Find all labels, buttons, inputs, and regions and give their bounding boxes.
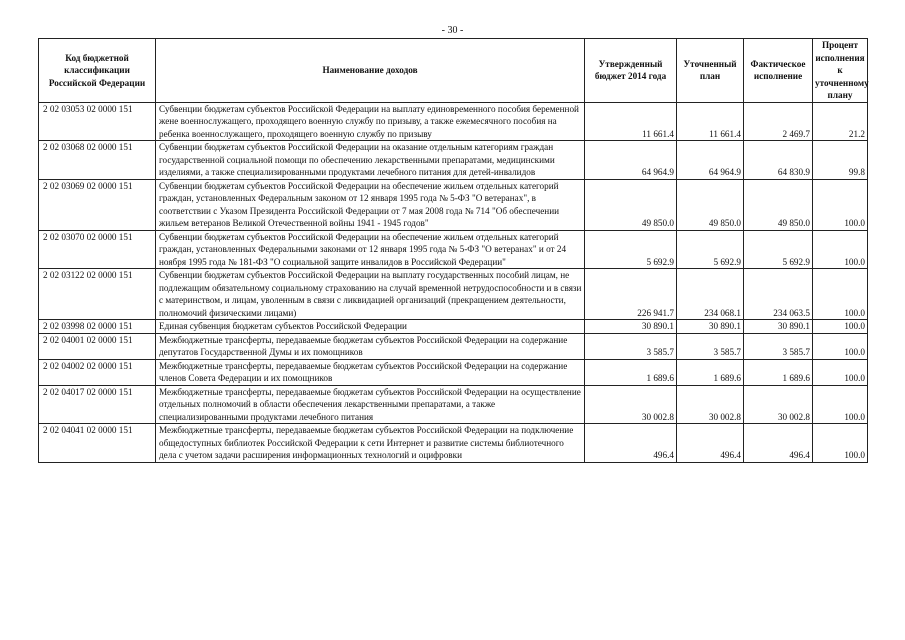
cell-actual: 2 469.7 xyxy=(744,102,813,141)
cell-refined: 30 890.1 xyxy=(677,320,744,334)
cell-approved: 30 890.1 xyxy=(585,320,677,334)
cell-refined: 1 689.6 xyxy=(677,359,744,385)
cell-percent: 100.0 xyxy=(813,424,868,463)
header-code: Код бюджетной классификации Российской Федерации xyxy=(39,39,156,103)
cell-name: Субвенции бюджетам субъектов Российской Федерации на выплату единовременного пособия беременной жене военнослужащего, проходящего военную службу по призыву, а также ежемесячного пособия на ребенка военнослужащего, проходящего военную службу по призыву xyxy=(156,102,585,141)
header-name: Наименование доходов xyxy=(156,39,585,103)
cell-code: 2 02 03122 02 0000 151 xyxy=(39,269,156,320)
cell-approved: 226 941.7 xyxy=(585,269,677,320)
cell-code: 2 02 04001 02 0000 151 xyxy=(39,333,156,359)
cell-percent: 100.0 xyxy=(813,320,868,334)
cell-approved: 496.4 xyxy=(585,424,677,463)
cell-refined: 64 964.9 xyxy=(677,141,744,180)
cell-code: 2 02 04002 02 0000 151 xyxy=(39,359,156,385)
header-approved: Утвержденный бюджет 2014 года xyxy=(585,39,677,103)
cell-code: 2 02 04017 02 0000 151 xyxy=(39,385,156,424)
cell-approved: 30 002.8 xyxy=(585,385,677,424)
page-number: - 30 - xyxy=(441,25,464,36)
cell-name: Межбюджетные трансферты, передаваемые бюджетам субъектов Российской Федерации на осуществление отдельных полномочий в области обеспечения лекарственными препаратами, а также специализированными продуктами лечебного питания xyxy=(156,385,585,424)
cell-refined: 3 585.7 xyxy=(677,333,744,359)
cell-code: 2 02 04041 02 0000 151 xyxy=(39,424,156,463)
cell-approved: 49 850.0 xyxy=(585,179,677,230)
header-refined: Уточненный план xyxy=(677,39,744,103)
table-row xyxy=(39,269,868,320)
cell-refined: 11 661.4 xyxy=(677,102,744,141)
cell-code: 2 02 03053 02 0000 151 xyxy=(39,102,156,141)
table-row xyxy=(39,320,868,334)
cell-actual: 5 692.9 xyxy=(744,230,813,269)
cell-percent: 21.2 xyxy=(813,102,868,141)
cell-code: 2 02 03069 02 0000 151 xyxy=(39,179,156,230)
cell-name: Субвенции бюджетам субъектов Российской Федерации на выплату государственных пособий лицам, не подлежащим обязательному социальному страхованию на случай временной нетрудоспособности и в связи с материнством, и лицам, уволенным в связи с ликвидацией организаций (прекращением деятельности, полномочий физическими лицами) xyxy=(156,269,585,320)
cell-refined: 49 850.0 xyxy=(677,179,744,230)
cell-percent: 100.0 xyxy=(813,269,868,320)
cell-actual: 64 830.9 xyxy=(744,141,813,180)
cell-actual: 30 890.1 xyxy=(744,320,813,334)
cell-approved: 3 585.7 xyxy=(585,333,677,359)
cell-approved: 1 689.6 xyxy=(585,359,677,385)
cell-refined: 234 068.1 xyxy=(677,269,744,320)
header-percent: Процент исполнения к уточненному плану xyxy=(813,39,868,103)
cell-name: Субвенции бюджетам субъектов Российской Федерации на обеспечение жильем отдельных категорий граждан, установленных Федеральным законом от 12 января 1995 года № 5-ФЗ "О ветеранах", в соответствии с Указом Президента Российской Федерации от 7 мая 2008 года № 714 "Об обеспечении жильем ветеранов Великой Отечественной войны 1941 - 1945 годов" xyxy=(156,179,585,230)
cell-name: Межбюджетные трансферты, передаваемые бюджетам субъектов Российской Федерации на содержание депутатов Государственной Думы и их помощников xyxy=(156,333,585,359)
cell-actual: 3 585.7 xyxy=(744,333,813,359)
cell-code: 2 02 03998 02 0000 151 xyxy=(39,320,156,334)
cell-actual: 496.4 xyxy=(744,424,813,463)
cell-code: 2 02 03070 02 0000 151 xyxy=(39,230,156,269)
cell-percent: 100.0 xyxy=(813,333,868,359)
cell-refined: 496.4 xyxy=(677,424,744,463)
table-row xyxy=(39,424,868,463)
cell-refined: 30 002.8 xyxy=(677,385,744,424)
cell-percent: 100.0 xyxy=(813,179,868,230)
table-header-row xyxy=(39,39,868,103)
cell-percent: 100.0 xyxy=(813,359,868,385)
table-row xyxy=(39,179,868,230)
cell-actual: 30 002.8 xyxy=(744,385,813,424)
cell-name: Субвенции бюджетам субъектов Российской Федерации на оказание отдельным категориям граждан государственной социальной помощи по обеспечению лекарственными препаратами, медицинскими изделиями, а также специализированными продуктами лечебного питания для детей-инвалидов xyxy=(156,141,585,180)
cell-approved: 64 964.9 xyxy=(585,141,677,180)
table-row xyxy=(39,230,868,269)
cell-approved: 5 692.9 xyxy=(585,230,677,269)
table-row xyxy=(39,102,868,141)
table-row xyxy=(39,359,868,385)
cell-actual: 1 689.6 xyxy=(744,359,813,385)
cell-code: 2 02 03068 02 0000 151 xyxy=(39,141,156,180)
cell-name: Межбюджетные трансферты, передаваемые бюджетам субъектов Российской Федерации на подключение общедоступных библиотек Российской Федерации к сети Интернет и развитие системы библиотечного дела с учетом задачи расширения информационных технологий и оцифровки xyxy=(156,424,585,463)
header-actual: Фактическое исполнение xyxy=(744,39,813,103)
cell-actual: 49 850.0 xyxy=(744,179,813,230)
cell-name: Межбюджетные трансферты, передаваемые бюджетам субъектов Российской Федерации на содержание членов Совета Федерации и их помощников xyxy=(156,359,585,385)
revenue-table xyxy=(38,38,868,463)
table-row xyxy=(39,141,868,180)
cell-refined: 5 692.9 xyxy=(677,230,744,269)
cell-percent: 99.8 xyxy=(813,141,868,180)
cell-name: Единая субвенция бюджетам субъектов Российской Федерации xyxy=(156,320,585,334)
cell-approved: 11 661.4 xyxy=(585,102,677,141)
cell-percent: 100.0 xyxy=(813,385,868,424)
cell-actual: 234 063.5 xyxy=(744,269,813,320)
table-row xyxy=(39,333,868,359)
cell-percent: 100.0 xyxy=(813,230,868,269)
table-row xyxy=(39,385,868,424)
cell-name: Субвенции бюджетам субъектов Российской Федерации на обеспечение жильем отдельных категорий граждан, установленных Федеральными законами от 12 января 1995 года № 5-ФЗ "О ветеранах" и от 24 ноября 1995 года № 181-ФЗ "О социальной защите инвалидов в Российской Федерации" xyxy=(156,230,585,269)
